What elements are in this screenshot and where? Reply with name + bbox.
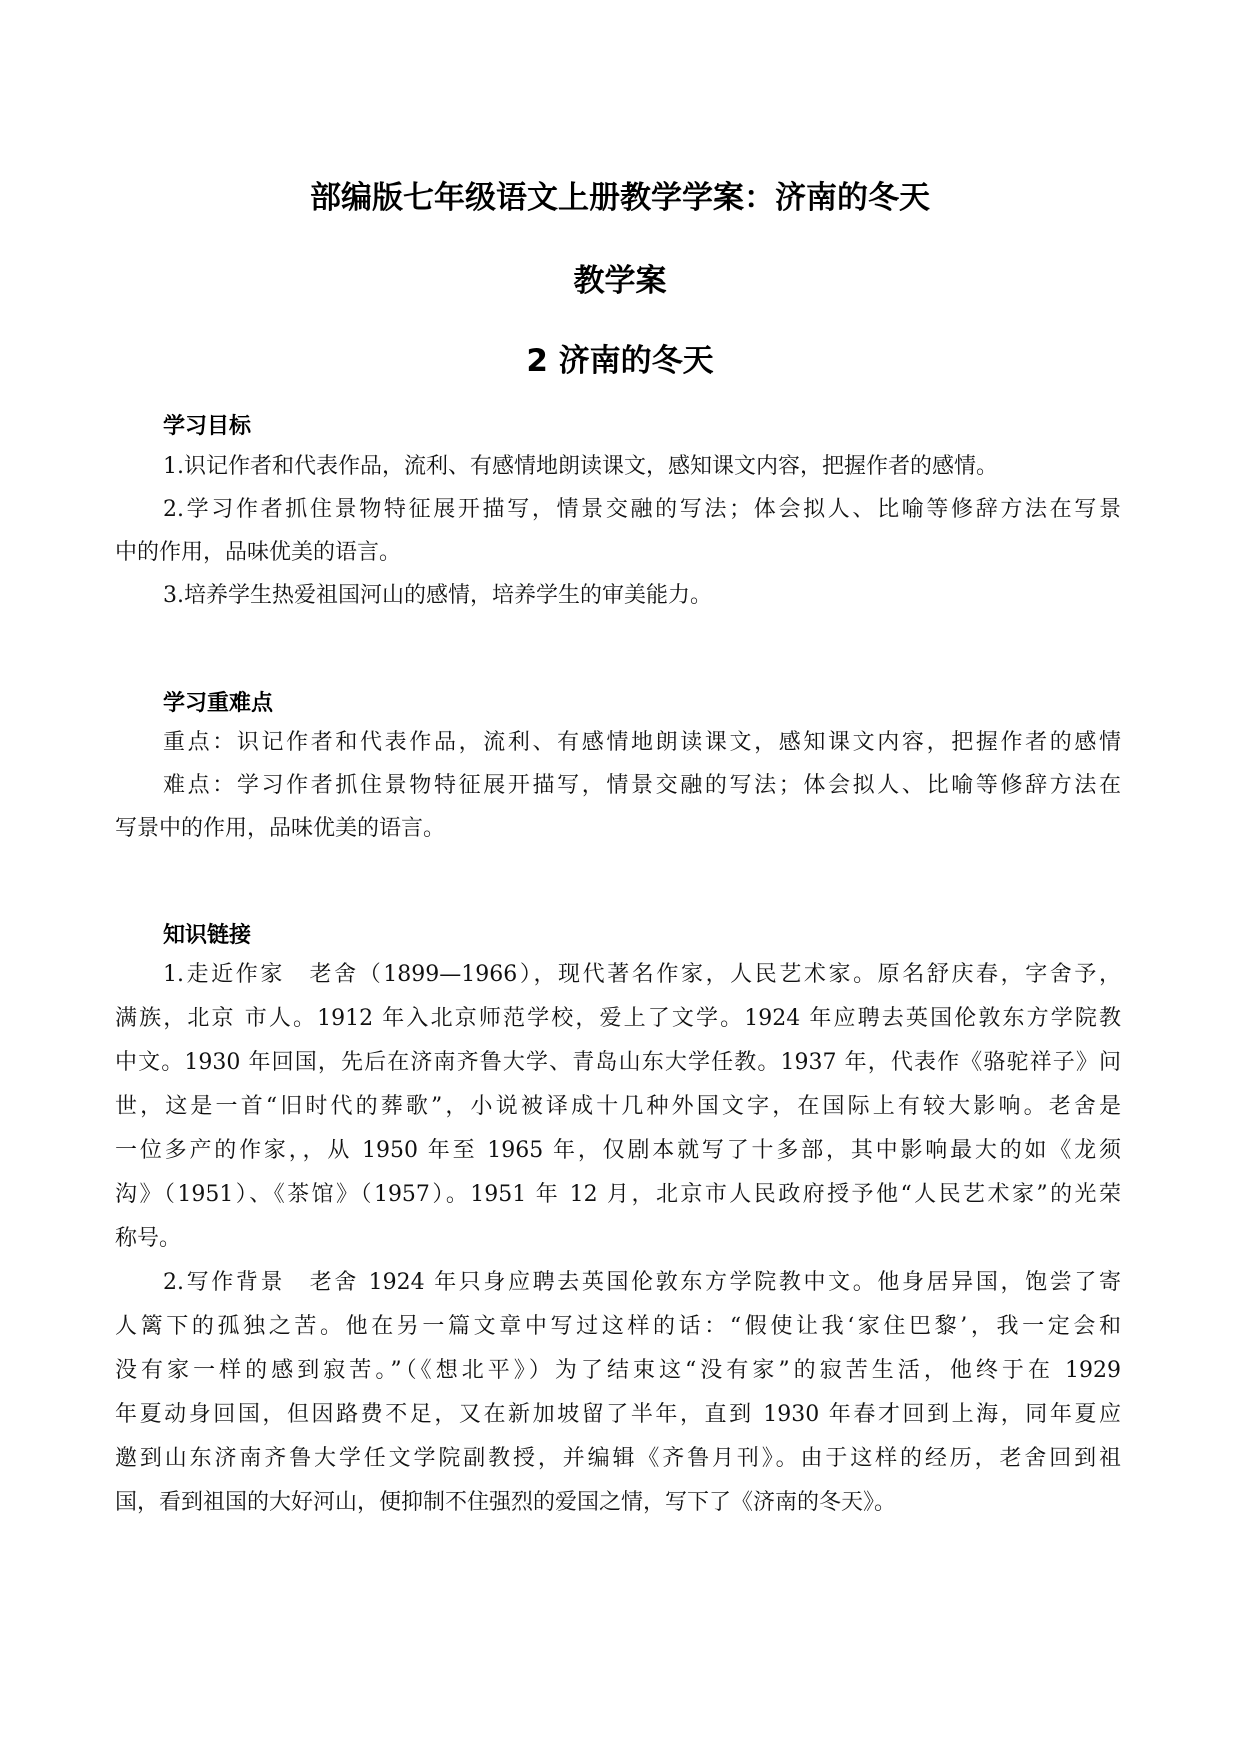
document-subtitle: 教学案 [573, 263, 667, 299]
knowledge-line: 2.写作背景 老舍 1924 年只身应聘去英国伦敦东方学院教中文。他身居异国，饱尝了寄 [163, 1270, 1121, 1295]
knowledge-line: 年夏动身回国，但因路费不足，又在新加坡留了半年，直到 1930 年春才回到上海，同年夏应 [115, 1402, 1121, 1427]
knowledge-line: 1.走近作家 老舍（1899—1966），现代著名作家，人民艺术家。原名舒庆春，字舍予， [163, 962, 1121, 987]
knowledge-line: 称号。 [115, 1226, 182, 1251]
knowledge-line: 国，看到祖国的大好河山，便抑制不住强烈的爱国之情，写下了《济南的冬天》。 [115, 1490, 897, 1515]
lesson-title: 2 济南的冬天 [526, 343, 714, 379]
document-title: 部编版七年级语文上册教学学案：济南的冬天 [310, 180, 930, 216]
keypoints-line: 写景中的作用，品味优美的语言。 [115, 816, 446, 841]
knowledge-line: 沟》（1951）、《茶馆》（1957）。1951 年 12 月，北京市人民政府授予他“人民艺术家”的光荣 [115, 1182, 1121, 1207]
knowledge-line: 满族，北京 市人。1912 年入北京师范学校，爱上了文学。1924 年应聘去英国伦敦东方学院教 [115, 1006, 1121, 1031]
section-heading-goals: 学习目标 [163, 414, 252, 439]
goals-line: 3.培养学生热爱祖国河山的感情，培养学生的审美能力。 [163, 583, 712, 608]
knowledge-line: 世，这是一首“旧时代的葬歌”，小说被译成十几种外国文字，在国际上有较大影响。老舍是 [115, 1094, 1121, 1119]
keypoints-line: 重点：识记作者和代表作品，流利、有感情地朗读课文，感知课文内容，把握作者的感情 [163, 730, 1121, 755]
knowledge-line: 一位多产的作家，，从 1950 年至 1965 年，仅剧本就写了十多部，其中影响最大的如《龙须 [115, 1138, 1121, 1163]
section-heading-keypoints: 学习重难点 [163, 691, 274, 716]
knowledge-line: 邀到山东济南齐鲁大学任文学院副教授，并编辑《齐鲁月刊》。由于这样的经历，老舍回到祖 [115, 1446, 1121, 1471]
knowledge-line: 没有家一样的感到寂苦。”（《想北平》）为了结束这“没有家”的寂苦生活，他终于在 1929 [115, 1358, 1121, 1383]
goals-line: 中的作用，品味优美的语言。 [115, 540, 402, 565]
knowledge-line: 中文。1930 年回国，先后在济南齐鲁大学、青岛山东大学任教。1937 年，代表作《骆驼祥子》问 [115, 1050, 1121, 1075]
keypoints-line: 难点：学习作者抓住景物特征展开描写，情景交融的写法；体会拟人、比喻等修辞方法在 [163, 773, 1121, 798]
goals-line: 1.识记作者和代表作品，流利、有感情地朗读课文，感知课文内容，把握作者的感情。 [163, 454, 998, 479]
knowledge-line: 人篱下的孤独之苦。他在另一篇文章中写过这样的话：“假使让我‘家住巴黎’，我一定会和 [115, 1314, 1121, 1339]
goals-line: 2.学习作者抓住景物特征展开描写，情景交融的写法；体会拟人、比喻等修辞方法在写景 [163, 497, 1121, 522]
section-heading-knowledge: 知识链接 [163, 923, 252, 948]
